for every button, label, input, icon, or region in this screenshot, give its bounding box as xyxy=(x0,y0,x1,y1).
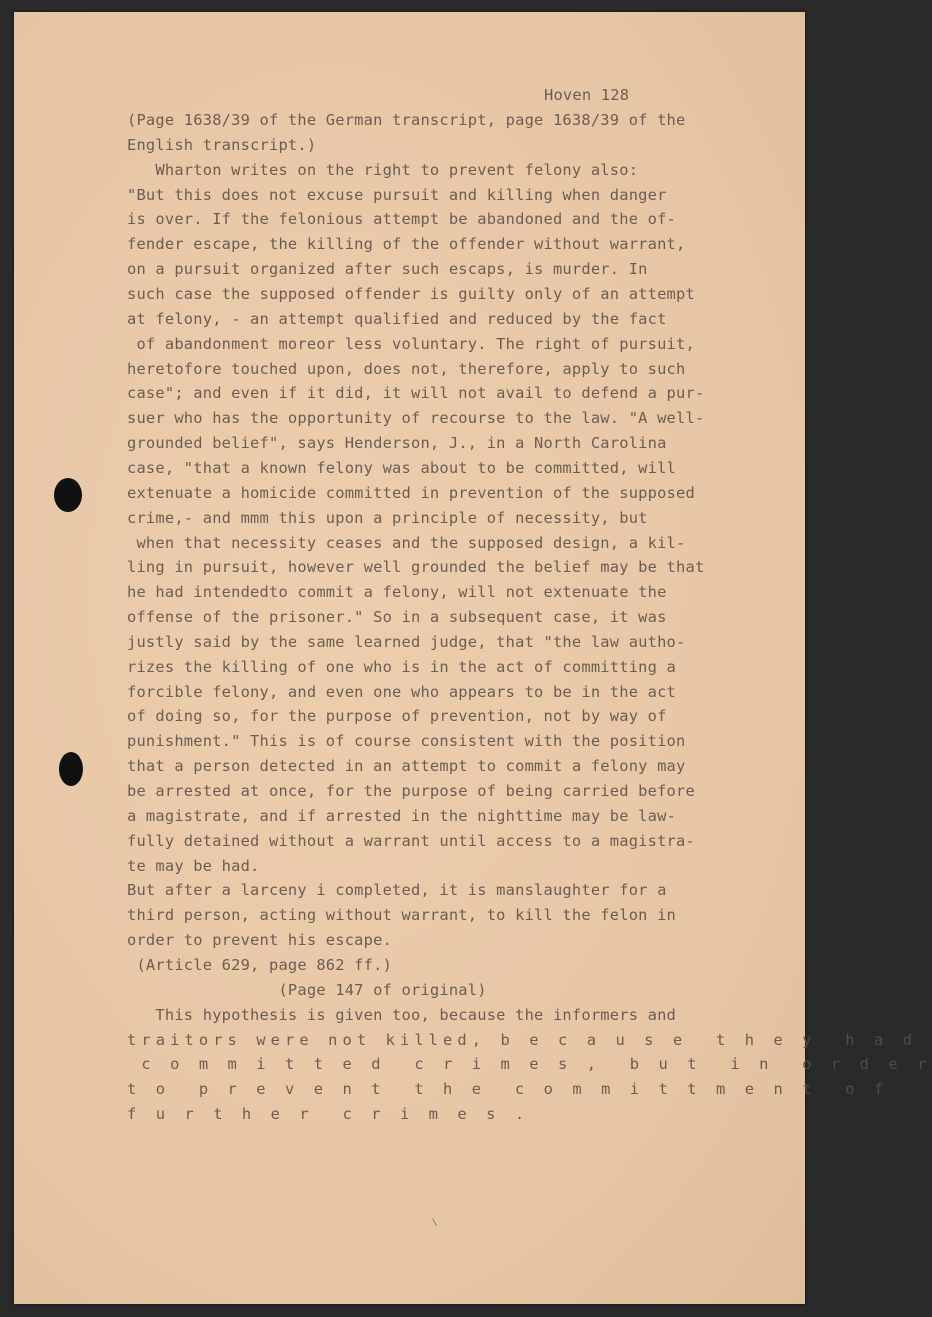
text-line: when that necessity ceases and the supposed design, a kil- xyxy=(127,533,686,552)
text-line: order to prevent his escape. xyxy=(127,931,393,950)
text-line: This hypothesis is given too, because the informers and xyxy=(127,1005,677,1024)
text-line: that a person detected in an attempt to commit a felony may xyxy=(127,757,686,776)
punch-hole-bottom xyxy=(59,752,83,786)
text-line: f u r t h e r c r i m e s . xyxy=(127,1105,530,1123)
text-line: suer who has the opportunity of recourse to the law. "A well- xyxy=(127,409,705,428)
text-line: justly said by the same learned judge, that "the law autho- xyxy=(127,632,686,651)
text-line: grounded belief", says Henderson, J., in a North Carolina xyxy=(127,434,667,453)
text-line: offense of the prisoner." So in a subsequent case, it was xyxy=(127,608,667,626)
text-line: punishment." This is of course consistent with the position xyxy=(127,732,686,751)
text-line: (Page 147 of original) xyxy=(127,980,487,999)
text-line: (Page 1638/39 of the German transcript, page 1638/39 of the xyxy=(127,111,686,129)
text-line: extenuate a homicide committed in prevention of the supposed xyxy=(127,483,695,502)
text-line: is over. If the felonious attempt be abandoned and the of- xyxy=(127,210,677,229)
text-line: he had intendedto commit a felony, will not extenuate the xyxy=(127,583,667,602)
text-line: But after a larceny i completed, it is manslaughter for a xyxy=(127,881,667,900)
text-line: of doing so, for the purpose of prevention, not by way of xyxy=(127,707,667,726)
text-line: a magistrate, and if arrested in the nighttime may be law- xyxy=(127,806,677,825)
page-header: Hoven 128 xyxy=(544,86,630,104)
text-line: heretofore touched upon, does not, therefore, apply to such xyxy=(127,359,686,378)
text-line: te may be had. xyxy=(127,856,260,875)
text-line: case, "that a known felony was about to be committed, will xyxy=(127,458,677,477)
text-line: be arrested at once, for the purpose of being carried before xyxy=(127,782,695,800)
text-line: such case the supposed offender is guilty only of an attempt xyxy=(127,285,695,303)
text-line: case"; and even if it did, it will not avail to defend a pur- xyxy=(127,384,705,403)
text-line: at felony, - an attempt qualified and reduced by the fact xyxy=(127,309,667,328)
text-line: English transcript.) xyxy=(127,135,317,154)
text-line: fully detained without a warrant until access to a magistra- xyxy=(127,831,695,850)
text-line: crime,- and mmm this upon a principle of necessity, but xyxy=(127,508,648,527)
text-line: fender escape, the killing of the offender without warrant, xyxy=(127,235,686,254)
text-line: (Article 629, page 862 ff.) xyxy=(127,955,393,974)
text-line: forcible felony, and even one who appears to be in the act xyxy=(127,682,677,701)
text-line: rizes the killing of one who is in the act of committing a xyxy=(127,657,677,676)
text-line: third person, acting without warrant, to kill the felon in xyxy=(127,906,677,925)
text-line: ling in pursuit, however well grounded the belief may be that xyxy=(127,558,705,577)
text-line: Wharton writes on the right to prevent felony also: xyxy=(127,160,639,179)
punch-hole-top xyxy=(54,478,82,512)
stray-mark xyxy=(432,1218,437,1225)
text-line: "But this does not excuse pursuit and killing when danger xyxy=(127,185,667,204)
text-line: c o m m i t t e d c r i m e s , b u t i n o r d e r xyxy=(127,1055,932,1074)
text-line: t o p r e v e n t t h e c o m m i t t m e n t o f xyxy=(127,1080,889,1099)
text-line: of abandonment moreor less voluntary. The right of pursuit, xyxy=(127,334,695,353)
text-line: on a pursuit organized after such escaps, is murder. In xyxy=(127,260,648,279)
text-line: traitors were not killed, b e c a u s e t h e y h a d xyxy=(127,1030,918,1049)
